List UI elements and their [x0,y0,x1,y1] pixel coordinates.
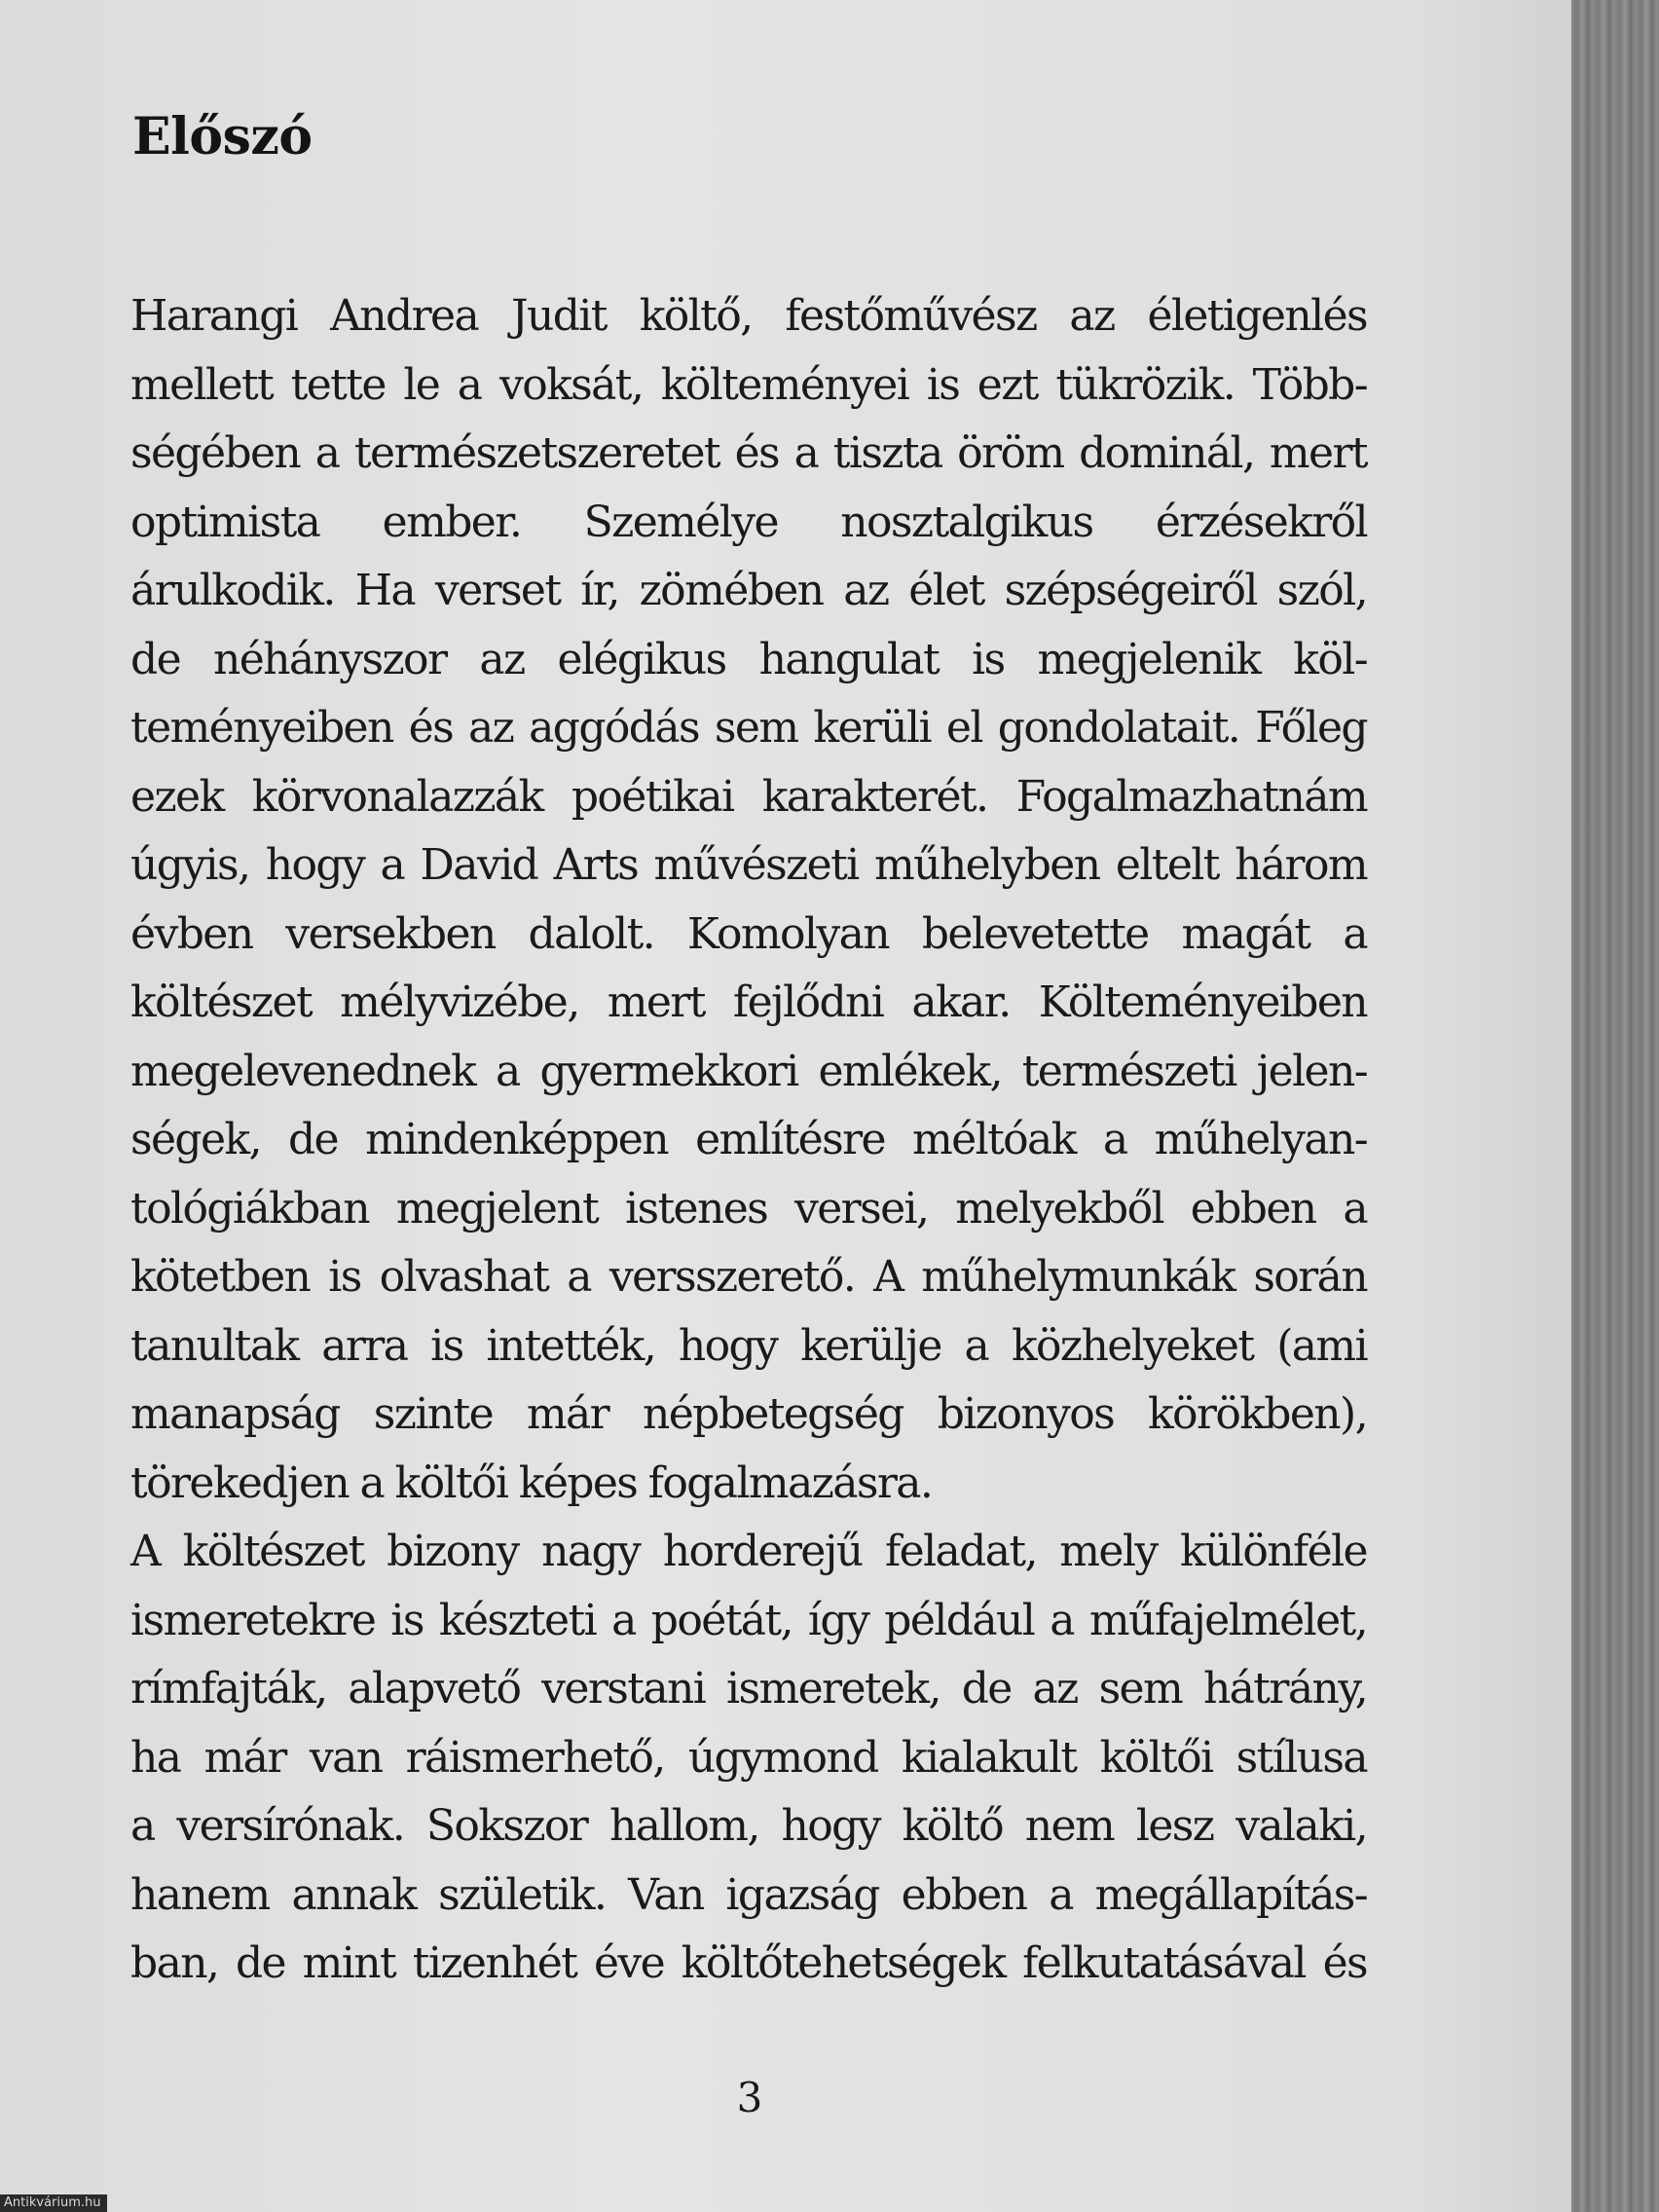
text-line: rímfajták, alapvető verstani ismeretek, de az sem hátrány, [130,1664,1367,1714]
text-line: árulkodik. Ha verset ír, zömében az élet szépségeiről szól, [130,566,1367,615]
text-line: költészet mélyvizébe, mert fejlődni akar. Költeményeiben [130,977,1367,1027]
text-line: ségek, de mindenképpen említésre méltóak a műhelyan- [130,1115,1367,1164]
text-line: teményeiben és az aggódás sem kerüli el gondolatait. Főleg [130,703,1367,753]
text-line: A költészet bizony nagy horderejű feladat, mely különféle [130,1527,1367,1576]
text-line: manapság szinte már népbetegség bizonyos körökben), [130,1389,1367,1439]
text-line: optimista ember. Személye nosztalgikus érzésekről [130,497,1367,547]
book-binding [1571,0,1659,2212]
page-number: 3 [736,2074,763,2121]
text-line: ha már van ráismerhető, úgymond kialakult költői stílusa [130,1732,1367,1783]
text-line: Harangi Andrea Judit költő, festőművész az életigenlés [130,291,1367,341]
text-line: tológiákban megjelent istenes versei, melyekből ebben a [130,1183,1367,1234]
text-line: évben versekben dalolt. Komolyan belevetette magát a [130,908,1367,959]
text-line: de néhányszor az elégikus hangulat is megjelenik köl- [130,634,1367,684]
text-line: megelevenednek a gyermekkori emlékek, természeti jelen- [130,1046,1367,1096]
text-line: ban, de mint tizenhét éve költőtehetségek felkutatásával és [130,1938,1367,1988]
text-line: mellett tette le a voksát, költeményei is ezt tükrözik. Több- [130,359,1367,410]
text-line: ismeretekre is készteti a poétát, így például a műfajelmélet, [130,1595,1367,1645]
text-line: a versírónak. Sokszor hallom, hogy költő nem lesz valaki, [130,1801,1367,1851]
text-line: ezek körvonalazzák poétikai karakterét. Fogalmazhatnám [130,771,1367,822]
text-line: hanem annak születik. Van igazság ebben a megállapítás- [130,1869,1367,1920]
text-line: tanultak arra is intették, hogy kerülje a közhelyeket (ami [130,1320,1367,1371]
page-title: Előszó [132,107,313,166]
text-line: úgyis, hogy a David Arts művészeti műhelyben eltelt három [130,840,1367,890]
body-text [130,282,1367,1999]
text-line: törekedjen a költői képes fogalmazásra. [130,1457,933,1508]
watermark: Antikvárium.hu [0,2194,107,2212]
text-line: ségében a természetszeretet és a tiszta öröm dominál, mert [130,428,1367,478]
text-line: kötetben is olvashat a versszerető. A műhelymunkák során [130,1252,1367,1302]
